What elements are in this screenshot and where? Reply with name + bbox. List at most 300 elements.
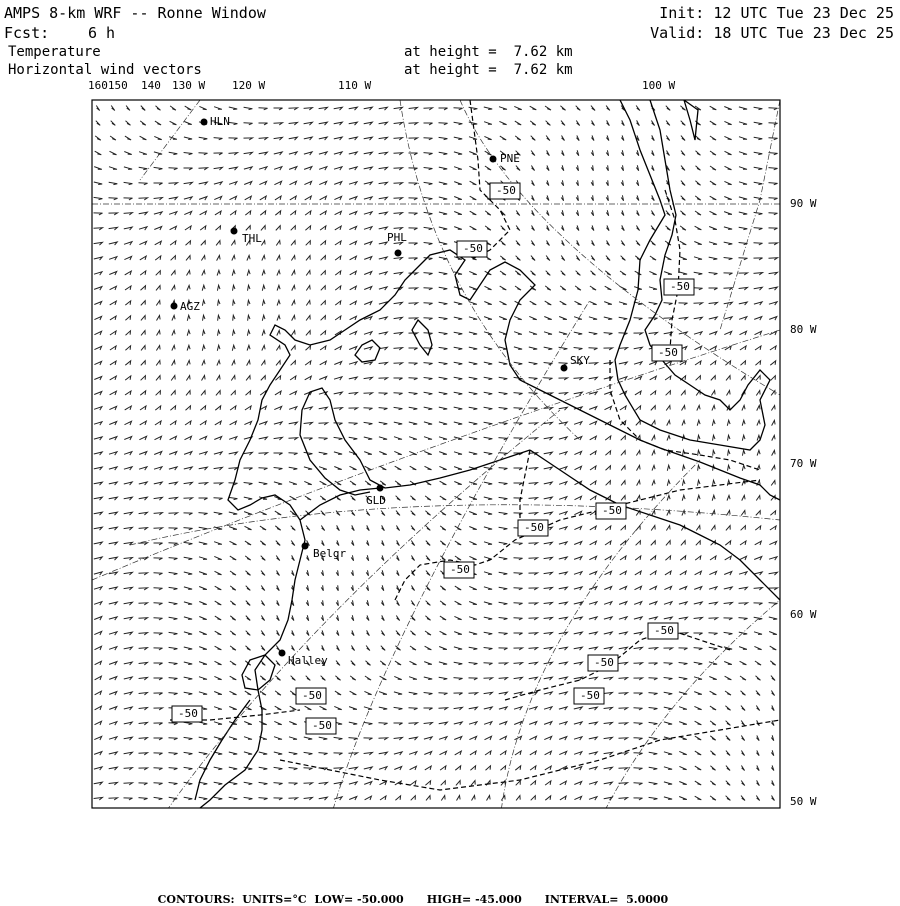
wind-vector (139, 183, 148, 185)
wind-vector (619, 632, 627, 635)
wind-vector (139, 708, 148, 711)
wind-vector (124, 482, 132, 485)
wind-vector (634, 738, 643, 740)
wind-vector (364, 347, 372, 350)
wind-vector (184, 767, 193, 769)
wind-vector (755, 361, 760, 365)
wind-vector (561, 150, 564, 155)
wind-vector (109, 242, 117, 245)
wind-vector (364, 722, 373, 724)
wind-vector (742, 450, 745, 455)
wind-vector (709, 602, 718, 605)
wind-vector (679, 677, 688, 679)
wind-vector (304, 481, 311, 484)
wind-vector (351, 511, 355, 516)
wind-vector (366, 511, 370, 516)
wind-vector (575, 496, 582, 500)
wind-vector (619, 586, 626, 590)
wind-vector (651, 226, 655, 231)
wind-vector (484, 302, 491, 305)
wind-vector (739, 258, 748, 260)
wind-vector (229, 437, 237, 440)
wind-vector (260, 526, 266, 530)
wind-vector (529, 513, 538, 515)
wind-vector (202, 270, 205, 275)
wind-vector (349, 197, 357, 201)
wind-vector (739, 302, 747, 305)
wind-vector (484, 663, 493, 665)
wind-vector (589, 737, 597, 740)
wind-vector (94, 631, 101, 635)
wind-vector (336, 600, 338, 605)
wind-vector (319, 167, 327, 170)
wind-vector (321, 600, 323, 605)
wind-vector (364, 242, 372, 246)
wind-vector (514, 438, 523, 440)
wind-vector (230, 196, 237, 200)
wind-vector (485, 211, 491, 215)
wind-vector (215, 646, 222, 650)
wind-vector (530, 751, 536, 755)
wind-vector (649, 708, 658, 710)
wind-vector (514, 692, 522, 695)
wind-vector (514, 543, 523, 545)
wind-vector (728, 465, 731, 470)
wind-vector (515, 121, 521, 125)
wind-vector (649, 722, 658, 724)
wind-vector (724, 288, 733, 290)
wind-vector (184, 197, 192, 200)
wind-vector (172, 286, 176, 291)
wind-vector (394, 258, 403, 261)
wind-vector (349, 331, 356, 335)
wind-vector (139, 152, 147, 155)
wind-vector (334, 196, 341, 200)
wind-vector (710, 361, 716, 365)
wind-vector (154, 693, 163, 695)
wind-vector (336, 540, 339, 545)
wind-vector (202, 300, 205, 305)
wind-vector (364, 332, 372, 335)
wind-vector (559, 587, 568, 590)
wind-vector (439, 257, 447, 259)
wind-vector (396, 570, 399, 575)
wind-vector (469, 736, 476, 740)
wind-vector (289, 137, 298, 140)
wind-vector (727, 420, 730, 425)
wind-vector (694, 692, 702, 695)
wind-vector (274, 181, 281, 185)
wind-vector (635, 406, 640, 410)
wind-vector (155, 406, 160, 410)
wind-vector (769, 557, 777, 560)
wind-vector (589, 301, 596, 304)
wind-vector (559, 602, 568, 605)
wind-vector (559, 722, 567, 725)
wind-vector (590, 451, 596, 455)
wind-vector (544, 618, 553, 621)
wind-vector (529, 707, 537, 710)
wind-vector (710, 346, 717, 350)
wind-vector (214, 196, 221, 200)
wind-vector (664, 752, 672, 755)
wind-vector (111, 121, 116, 126)
wind-vector (561, 271, 566, 276)
wind-vector (94, 437, 102, 440)
wind-vector (544, 722, 552, 726)
wind-vector (728, 450, 730, 455)
wind-vector (381, 585, 384, 590)
wind-vector (484, 377, 493, 379)
wind-vector (664, 602, 672, 605)
wind-vector (381, 600, 384, 605)
field-height-wind: at height = 7.62 km (404, 62, 573, 78)
wind-vector (306, 676, 311, 681)
station-label-gld: GLD (366, 494, 386, 507)
wind-vector (695, 346, 702, 350)
wind-vector (409, 108, 418, 111)
station-dot-gld (377, 485, 384, 492)
wind-vector (499, 572, 508, 574)
wind-vector (559, 751, 566, 755)
wind-vector (769, 213, 778, 215)
wind-vector (514, 362, 523, 364)
wind-vector (754, 228, 763, 230)
wind-vector (634, 632, 643, 635)
wind-vector (306, 555, 309, 560)
wind-vector (230, 421, 237, 425)
wind-vector (394, 437, 402, 440)
wind-vector (230, 616, 235, 620)
wind-vector (335, 256, 341, 260)
wind-vector (321, 301, 326, 306)
wind-vector (546, 271, 551, 276)
wind-vector (217, 255, 221, 260)
wind-vector (292, 646, 295, 651)
wind-vector (276, 361, 280, 366)
wind-vector (484, 482, 492, 484)
wind-vector (769, 138, 778, 140)
wind-vector (622, 120, 625, 125)
wind-vector (156, 271, 161, 276)
wind-vector (214, 707, 222, 710)
wind-vector (741, 691, 746, 695)
wind-vector (304, 467, 312, 470)
wind-vector (214, 153, 223, 155)
wind-vector (697, 420, 700, 425)
wind-vector (351, 570, 353, 575)
wind-vector (409, 723, 418, 725)
wind-vector (561, 225, 564, 230)
wind-vector (184, 677, 193, 679)
wind-vector (499, 483, 508, 485)
wind-vector (651, 241, 656, 245)
wind-vector (725, 166, 732, 169)
wind-vector (531, 136, 536, 141)
wind-vector (379, 107, 388, 110)
wind-vector (215, 211, 221, 215)
wind-vector (169, 617, 178, 619)
wind-vector (169, 738, 178, 740)
wind-vector (439, 737, 447, 740)
wind-vector (397, 600, 400, 605)
wind-vector (349, 423, 358, 425)
wind-vector (275, 511, 281, 515)
wind-vector (727, 391, 731, 396)
wind-vector (739, 288, 748, 291)
wind-vector (665, 571, 671, 575)
wind-vector (394, 378, 403, 380)
lon-label-160-150: 160150 (88, 79, 128, 92)
wind-vector (110, 316, 116, 320)
wind-vector (245, 196, 252, 200)
wind-vector (262, 270, 265, 275)
wind-vector (499, 317, 507, 320)
wind-vector (124, 256, 131, 260)
wind-vector (741, 751, 744, 756)
wind-vector (469, 166, 476, 169)
wind-vector (710, 136, 716, 140)
wind-vector (199, 542, 207, 545)
wind-vector (770, 361, 775, 365)
wind-vector (320, 481, 327, 485)
wind-vector (651, 150, 654, 155)
wind-vector (742, 495, 745, 500)
wind-vector (741, 736, 744, 741)
wind-vector (531, 796, 536, 801)
wind-vector (229, 512, 237, 515)
wind-vector (379, 182, 388, 185)
wind-vector (214, 782, 223, 784)
wind-vector (304, 423, 313, 426)
wind-vector (322, 645, 325, 650)
wind-vector (202, 285, 205, 290)
wind-vector (139, 573, 148, 575)
wind-vector (695, 181, 700, 185)
wind-vector (352, 525, 355, 530)
wind-vector (484, 707, 492, 710)
wind-vector (634, 798, 643, 800)
wind-vector (184, 737, 193, 739)
wind-vector (591, 150, 593, 155)
wind-vector (574, 422, 582, 425)
wind-vector (679, 318, 688, 321)
wind-vector (379, 363, 388, 366)
wind-vector (696, 526, 700, 531)
wind-vector (199, 197, 207, 201)
wind-vector (349, 167, 357, 170)
wind-vector (259, 752, 267, 755)
wind-vector (425, 631, 431, 635)
wind-vector (651, 195, 654, 200)
wind-vector (320, 211, 326, 215)
wind-vector (620, 541, 625, 545)
wind-vector (379, 122, 388, 125)
wind-vector (439, 693, 448, 695)
wind-vector (739, 647, 747, 650)
wind-vector (621, 481, 625, 486)
wind-vector (110, 376, 117, 380)
wind-vector (186, 241, 191, 245)
wind-vector (771, 406, 775, 411)
wind-vector (334, 182, 342, 186)
wind-vector (694, 242, 701, 245)
wind-vector (124, 213, 133, 215)
wind-vector (262, 315, 265, 320)
wind-vector (394, 723, 403, 725)
wind-vector (319, 753, 328, 755)
wind-vector (350, 316, 357, 320)
wind-vector (289, 453, 298, 455)
wind-vector (545, 781, 551, 785)
wind-vector (589, 797, 597, 800)
wind-vector (274, 137, 283, 140)
wind-vector (290, 496, 297, 500)
wind-vector (410, 781, 416, 785)
wind-vector (709, 227, 717, 230)
wind-vector (336, 661, 340, 666)
lon-label-100: 100 W (642, 79, 676, 92)
wind-vector (306, 256, 310, 261)
wind-vector (202, 360, 205, 365)
wind-vector (290, 376, 296, 380)
wind-vector (574, 451, 581, 455)
wind-vector (229, 138, 238, 140)
wind-vector (94, 346, 101, 350)
wind-vector (484, 678, 493, 680)
wind-vector (695, 211, 701, 215)
wind-vector (229, 527, 237, 530)
wind-vector (409, 198, 418, 200)
wind-vector (411, 796, 416, 801)
wind-vector (559, 512, 567, 515)
wind-vector (246, 646, 251, 651)
wind-vector (529, 633, 538, 635)
init-time: Init: 12 UTC Tue 23 Dec 25 (659, 4, 894, 22)
wind-vector (724, 136, 731, 139)
wind-vector (199, 587, 207, 590)
wind-vector (713, 435, 716, 440)
wind-vector (139, 648, 148, 650)
wind-vector (619, 617, 627, 620)
wind-vector (679, 663, 688, 665)
wind-vector (424, 227, 433, 229)
wind-vector (424, 138, 433, 140)
wind-vector (261, 586, 265, 591)
wind-vector (94, 361, 101, 365)
wind-vector (411, 616, 415, 621)
wind-vector (664, 782, 672, 785)
wind-vector (259, 468, 268, 470)
wind-vector (215, 631, 222, 635)
wind-vector (634, 617, 642, 620)
wind-vector (469, 722, 477, 725)
wind-vector (499, 542, 508, 544)
wind-vector (409, 258, 418, 260)
wind-vector (514, 707, 522, 710)
wind-vector (544, 542, 553, 545)
wind-vector (589, 348, 598, 350)
wind-vector (574, 677, 583, 680)
wind-vector (349, 137, 358, 140)
wind-vector (710, 106, 717, 110)
wind-vector (396, 526, 399, 531)
wind-vector (394, 213, 403, 215)
wind-vector (650, 586, 657, 590)
wind-vector (381, 555, 384, 560)
wind-vector (199, 737, 208, 740)
wind-vector (529, 573, 538, 575)
wind-vector (769, 258, 778, 260)
wind-vector (484, 422, 493, 424)
wind-vector (544, 557, 553, 560)
wind-vector (755, 526, 760, 530)
wind-vector (259, 798, 268, 800)
wind-vector (154, 603, 163, 605)
wind-vector (409, 437, 417, 440)
footer-interval: INTERVAL= 5.0000 (544, 893, 669, 906)
wind-vector (409, 348, 418, 350)
wind-vector (169, 467, 177, 470)
wind-vector (484, 722, 492, 725)
wind-vector (396, 511, 400, 516)
wind-vector (724, 662, 732, 665)
wind-vector (621, 225, 624, 230)
wind-vector (454, 482, 461, 485)
wind-vector (424, 378, 433, 380)
wind-vector (649, 648, 658, 650)
wind-vector (109, 632, 117, 635)
wind-vector (440, 526, 446, 530)
wind-vector (170, 406, 175, 410)
wind-vector (739, 137, 747, 140)
wind-vector (170, 106, 176, 110)
wind-vector (559, 662, 568, 665)
wind-vector (154, 678, 163, 680)
wind-vector (169, 678, 178, 680)
wind-vector (409, 153, 418, 155)
wind-vector (740, 676, 746, 680)
wind-vector (756, 376, 760, 381)
wind-vector (349, 707, 357, 710)
wind-vector (544, 633, 553, 636)
wind-vector (184, 587, 192, 590)
wind-vector (754, 212, 763, 214)
wind-vector (771, 691, 774, 696)
wind-vector (634, 318, 643, 320)
wind-vector (199, 153, 208, 155)
wind-vector (306, 600, 308, 605)
wind-vector (455, 496, 462, 499)
wind-vector (154, 136, 161, 139)
wind-vector (619, 798, 628, 800)
wind-vector (247, 255, 250, 260)
wind-vector (424, 303, 433, 305)
wind-vector (199, 436, 206, 440)
wind-vector (725, 691, 731, 695)
wind-vector (321, 630, 324, 635)
wind-vector (291, 676, 296, 681)
wind-vector (334, 392, 343, 395)
wind-vector (124, 227, 132, 230)
wind-vector (364, 422, 373, 424)
wind-vector (139, 693, 148, 696)
wind-vector (544, 437, 553, 440)
wind-vector (544, 317, 551, 320)
wind-vector (109, 587, 117, 590)
wind-vector (712, 420, 715, 425)
wind-vector (139, 436, 146, 440)
